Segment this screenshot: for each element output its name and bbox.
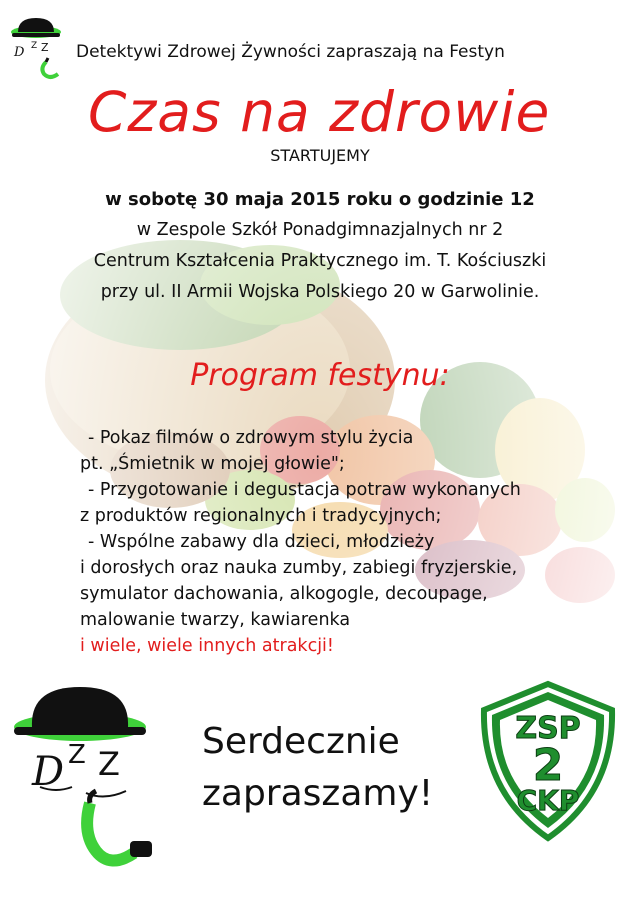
logo-letter-d: D [14, 45, 25, 60]
big-logo-letter-z2: Z [98, 745, 120, 783]
closing-line-2: zapraszamy! [202, 773, 434, 814]
page-title: Czas na zdrowie [88, 80, 551, 144]
badge-text-bottom: CKP [516, 784, 580, 817]
program-list [80, 425, 620, 659]
program-highlight: i wiele, wiele innych atrakcji! [80, 636, 334, 656]
badge-text-middle: 2 [532, 740, 564, 791]
program-line: - Przygotowanie i degustacja potraw wykonanych [88, 480, 521, 500]
logo-letter-z2: Z [41, 41, 49, 54]
event-info [0, 184, 640, 308]
program-line: pt. „Śmietnik w mojej głowie"; [80, 454, 345, 474]
program-line: - Wspólne zabawy dla dzieci, młodzieży [88, 532, 435, 552]
program-title: Program festynu: [190, 358, 450, 393]
program-line: - Pokaz filmów o zdrowym stylu życia [88, 428, 414, 448]
program-line: z produktów regionalnych i tradycyjnych; [80, 506, 442, 526]
start-label-text: STARTUJEMY [270, 146, 370, 165]
event-place-line: przy ul. II Armii Wojska Polskiego 20 w Garwolinie. [100, 282, 540, 302]
program-line: symulator dachowania, alkogogle, decoupage, [80, 584, 488, 604]
badge-text-top: ZSP [515, 711, 581, 746]
program-line: i dorosłych oraz nauka zumby, zabiegi fryzjerskie, [80, 558, 518, 578]
event-place-line: Centrum Kształcenia Praktycznego im. T. Kościuszki [93, 251, 547, 271]
detective-hat-logo [8, 683, 168, 888]
detective-hat-logo-small [10, 18, 66, 80]
closing-line-1: Serdecznie [202, 721, 400, 762]
start-label [0, 146, 640, 165]
big-logo-letter-z1: Z [68, 740, 86, 770]
logo-letter-z1: Z [31, 41, 38, 51]
closing-message [202, 716, 462, 820]
event-place-line: w Zespole Szkół Ponadgimnazjalnych nr 2 [136, 220, 504, 240]
school-shield-badge [478, 680, 618, 842]
header-tagline: Detektywi Zdrowej Żywności zapraszają na Festyn [76, 42, 505, 62]
program-line: malowanie twarzy, kawiarenka [80, 610, 351, 630]
event-date: w sobotę 30 maja 2015 roku o godzinie 12 [105, 189, 535, 210]
big-logo-letter-d: D [32, 749, 65, 795]
header [10, 18, 630, 78]
